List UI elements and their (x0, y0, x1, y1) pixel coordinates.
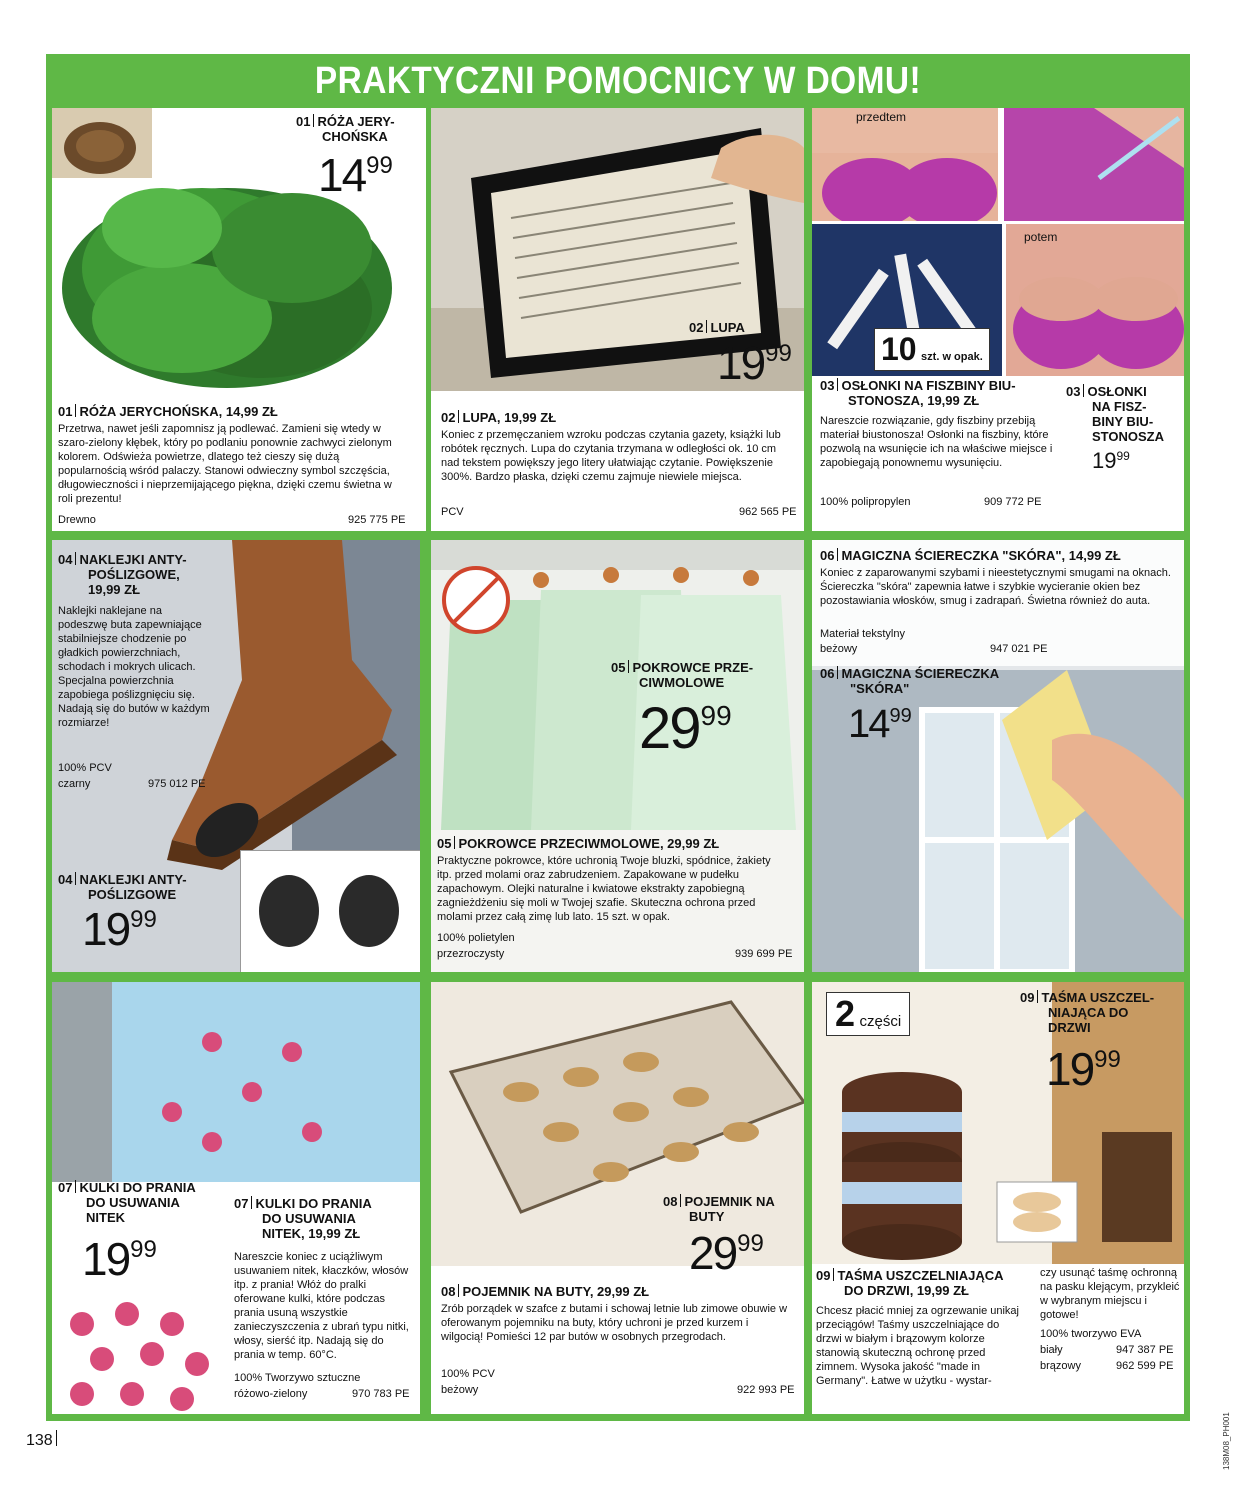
anti-slip-pads-image (240, 850, 420, 972)
panel-08 (431, 982, 804, 1414)
p08-color: beżowy (441, 1384, 479, 1396)
panel-07 (52, 982, 420, 1414)
p01-price: 1499 (318, 149, 393, 201)
p02-short-title: 02 LUPA (689, 320, 745, 335)
p03-title: 03 OSŁONKI NA FISZBINY BIU- STONOSZA, 19,99 ZŁ (820, 378, 1016, 408)
p09-code-brown: 962 599 PE (1116, 1360, 1174, 1372)
panel-03 (812, 108, 1184, 531)
p06-color: beżowy (820, 643, 858, 655)
p09-color-white: biały (1040, 1344, 1063, 1356)
p01-title: 01 RÓŻA JERYCHOŃSKA, 14,99 ZŁ (58, 404, 278, 419)
p03-price: $19^{99}$ (1092, 448, 1130, 473)
p04-short-title: 04 NAKLEJKI ANTY- POŚLIZGOWE (58, 872, 187, 902)
panel-05 (431, 540, 804, 972)
p09-material: 100% tworzywo EVA (1040, 1328, 1142, 1340)
p03-code: 909 772 PE (984, 496, 1042, 508)
label-before: przedtem (856, 110, 907, 124)
p09-description-b: czy usunąć taśmę ochronną na pasku klejącym, przykleić w wybranym miejscu i gotowe! (1040, 1267, 1180, 1321)
p02-material: PCV (441, 506, 464, 518)
page-title: PRAKTYCZNI POMOCNICY W DOMU! (314, 60, 922, 102)
p03-short-title: 03 OSŁONKI NA FISZ- BINY BIU- STONOSZA (1066, 384, 1164, 444)
p04-description: Naklejki naklejane na podeszwę buta zapewniające stabilniejsze chodzenie po gładkich powierzchniach, schodach i mokrych ulicach. Specjalna powierzchnia zapobiega poślizgnięciu się. Nadają się do butów w każdym rozmiarze! (58, 605, 210, 729)
p09-title: 09 TAŚMA USZCZELNIAJĄCA DO DRZWI, 19,99 ZŁ (816, 1268, 1004, 1298)
p05-color: przezroczysty (437, 948, 505, 960)
p07-description: Nareszcie koniec z uciążliwym usuwaniem nitek, kłaczków, włosów itp. z prania! Włóż do pralki oferowane kulki, które podczas prania usuną wszystkie zanieczyszczenia z ubrań typu nitki, włosy, sierść itp. Nadają się do prania w temp. 60°C. (234, 1251, 409, 1361)
bra-after-image (1006, 224, 1184, 376)
p03-description: Nareszcie rozwiązanie, gdy fiszbiny przebiją materiał biustonosza! Osłonki na fiszbiny, które pozwolą na wsunięcie ich na właściwe miejsce i zapobiegają ponownemu wysunięciu. (820, 415, 1053, 469)
p09-price: 1999 (1046, 1043, 1121, 1095)
panel-04 (52, 540, 420, 972)
p07-price: 1999 (82, 1233, 157, 1285)
p09-description-a: Chcesz płacić mniej za ogrzewanie unikaj przeciągów! Taśmy uszczelniające do drzwi w białym i brązowym kolorze stanowią skuteczną ochronę przed zimnem. Wysoka jakość "made in Germany". Łatwe w użytku - wystar- (816, 1305, 1019, 1387)
panel-09 (812, 982, 1184, 1414)
p07-code: 970 783 PE (352, 1388, 410, 1400)
laundry-balls-closeup-image (52, 1294, 222, 1414)
p05-price: 2999 (639, 696, 732, 761)
panel-06 (812, 540, 1184, 972)
side-code: 138M08_PH001 (1222, 1412, 1231, 1470)
p03-material: 100% polipropylen (820, 496, 911, 508)
p05-description: Praktyczne pokrowce, które uchronią Twoje bluzki, spódnice, żakiety itp. przed molami oraz zabrudzeniem. Zapakowane w pudełku zapachowym. Olejki naturalne i kwiatowe ekstrakty zapobiegną zagnieżdżeniu się moli w Twojej szafie. Skuteczna ochrona przed molami przez całą zimę lub lato. 15 szt. w opak. (437, 855, 771, 923)
p02-price: 1999 (717, 337, 792, 389)
p05-short-title: 05 POKROWCE PRZE- CIWMOLOWE (611, 660, 754, 690)
p07-material: 100% Tworzywo sztuczne (234, 1372, 361, 1384)
p07-color: różowo-zielony (234, 1388, 308, 1400)
p01-code: 925 775 PE (348, 514, 406, 526)
p06-material: Materiał tekstylny (820, 628, 905, 640)
p04-code: 975 012 PE (148, 778, 206, 790)
p02-description: Koniec z przemęczaniem wzroku podczas czytania gazety, książki lub robótek ręcznych. Lupa do czytania trzymana w odległości ok. 10 cm nad tekstem powiększy jego litery ułatwiając czytanie. Powiększenie 300%. Bardzo płaska, dzięki czemu zajmuje niewiele miejsca. (441, 429, 781, 483)
p06-price: 1499 (848, 702, 912, 746)
p03-pack-badge: 10 szt. w opak. (874, 328, 990, 371)
p04-color: czarny (58, 778, 91, 790)
p07-short-title: 07 KULKI DO PRANIA DO USUWANIA NITEK (58, 1180, 196, 1225)
p09-short-title: 09 TAŚMA USZCZEL- NIAJĄCA DO DRZWI (1020, 990, 1155, 1035)
p08-code: 922 993 PE (737, 1384, 795, 1396)
p06-title: 06 MAGICZNA ŚCIERECZKA "SKÓRA", 14,99 ZŁ (820, 548, 1121, 563)
p08-description: Zrób porządek w szafce z butami i schowaj letnie lub zimowe obuwie w oferowanym pojemniku na buty, który uchroni je przed kurzem i wilgocią! Pomieści 12 par butów w osobnych przegrodach. (441, 1303, 788, 1343)
page-number: 138 (26, 1430, 60, 1450)
p08-price: 2999 (689, 1227, 764, 1279)
p09-pack-badge: 2 części (826, 992, 910, 1036)
panel-02 (431, 108, 804, 531)
p01-short-title: 01 RÓŻA JERY- CHOŃSKA (296, 114, 395, 144)
p05-material: 100% polietylen (437, 932, 515, 944)
p02-code: 962 565 PE (739, 506, 797, 518)
p08-material: 100% PCV (441, 1368, 495, 1380)
p02-title: 02 LUPA, 19,99 ZŁ (441, 410, 557, 425)
p08-title: 08 POJEMNIK NA BUTY, 29,99 ZŁ (441, 1284, 650, 1299)
p09-code-white: 947 387 PE (1116, 1344, 1174, 1356)
panel-01 (52, 108, 426, 531)
p04-title: 04 NAKLEJKI ANTY- POŚLIZGOWE, 19,99 ZŁ (58, 552, 187, 597)
p08-short-title: 08 POJEMNIK NA BUTY (663, 1194, 775, 1224)
p04-price: 1999 (82, 903, 157, 955)
p05-code: 939 699 PE (735, 948, 793, 960)
p06-code: 947 021 PE (990, 643, 1048, 655)
bra-before-image (812, 108, 998, 221)
p06-description: Koniec z zaparowanymi szybami i nieestetycznymi smugami na oknach. Ściereczka "skóra" zapewnia łatwe i szybkie wycieranie okien bez pozostawiania włosków, smug i zadrapań. Świetna również do auta. (820, 567, 1171, 607)
laundry-balls-image (52, 982, 420, 1182)
p09-color-brown: brązowy (1040, 1360, 1081, 1372)
bra-closeup-image (1004, 108, 1184, 221)
p01-material: Drewno (58, 514, 96, 526)
p01-description: Przetrwa, nawet jeśli zapomnisz ją podlewać. Zamieni się wtedy w szaro-zielony kłębek, który po podlaniu ponownie zachwyci zielonym kolorem. Odświeża powietrze, dlatego też cieszy się dużą popularnością wśród palaczy. Stanowi odwieczny symbol szczęścia, długowieczności i nieprzemijającego piękna, dzięki czemu świetna w roli prezentu! (58, 423, 392, 505)
p04-material: 100% PCV (58, 762, 112, 774)
label-after: potem (1024, 230, 1058, 244)
p06-short-title: 06 MAGICZNA ŚCIERECZKA "SKÓRA" (820, 666, 1000, 696)
p05-title: 05 POKROWCE PRZECIWMOLOWE, 29,99 ZŁ (437, 836, 720, 851)
p07-title: 07 KULKI DO PRANIA DO USUWANIA NITEK, 19,99 ZŁ (234, 1196, 372, 1241)
